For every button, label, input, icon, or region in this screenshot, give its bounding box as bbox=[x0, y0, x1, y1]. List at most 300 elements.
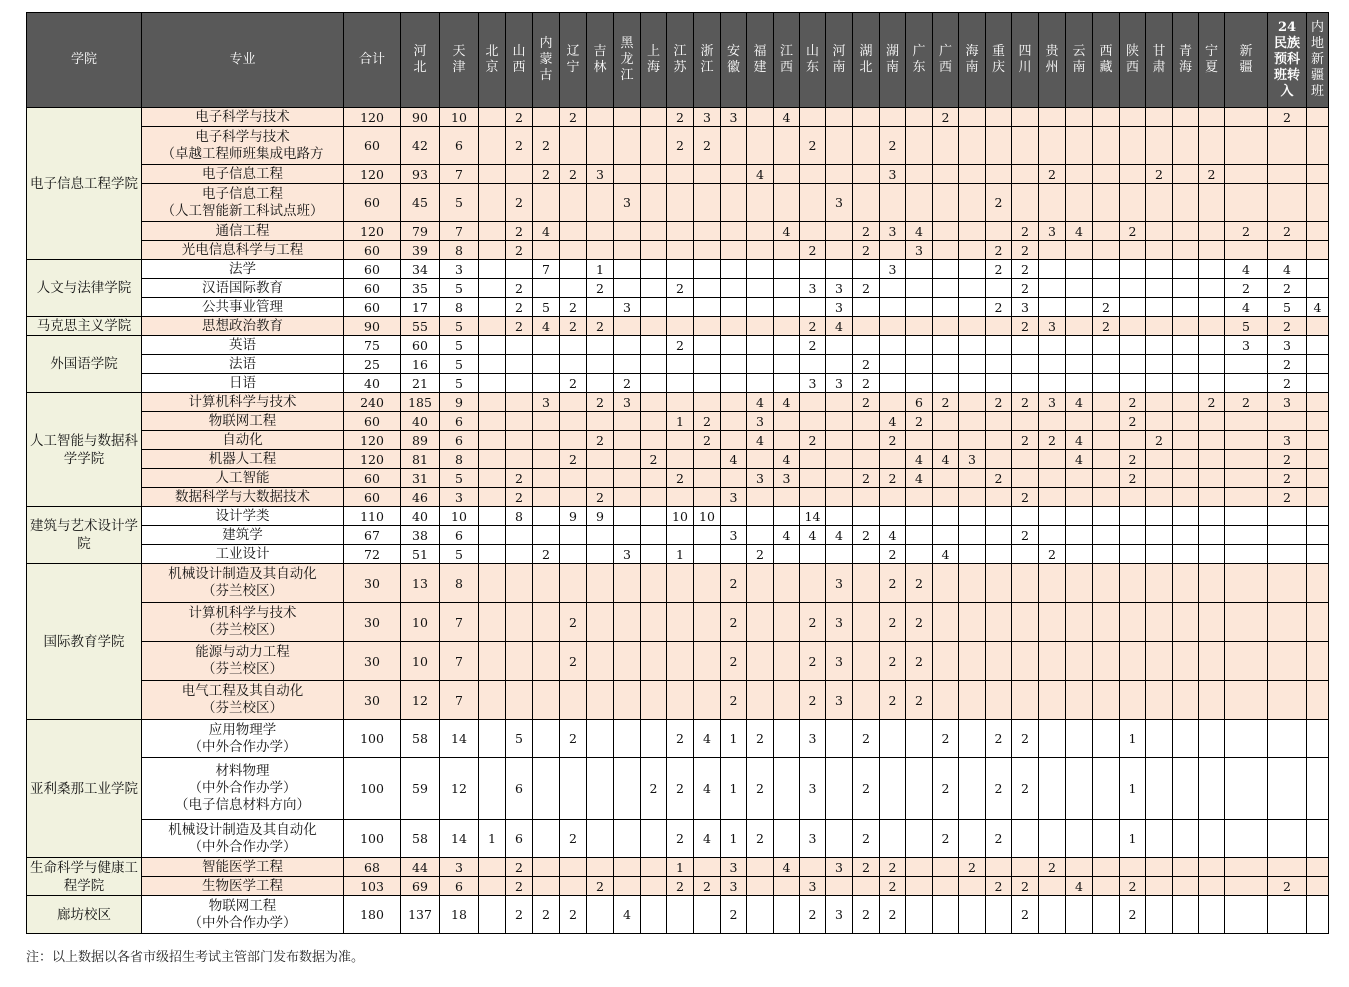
quota-cell bbox=[533, 184, 560, 222]
header-total: 合计 bbox=[344, 13, 401, 108]
quota-cell bbox=[641, 564, 667, 603]
quota-cell bbox=[800, 858, 826, 877]
quota-cell bbox=[694, 336, 721, 355]
quota-cell bbox=[853, 564, 880, 603]
quota-cell bbox=[747, 507, 774, 526]
quota-cell bbox=[959, 127, 986, 165]
quota-cell bbox=[1146, 642, 1173, 681]
quota-cell bbox=[880, 279, 906, 298]
header-province: 吉 林 bbox=[587, 13, 614, 108]
quota-cell bbox=[800, 488, 826, 507]
total-cell: 90 bbox=[344, 317, 401, 336]
quota-cell: 2 bbox=[1268, 108, 1307, 127]
quota-cell bbox=[1199, 298, 1225, 317]
quota-cell: 1 bbox=[1120, 758, 1146, 820]
quota-cell: 2 bbox=[1012, 260, 1039, 279]
major-cell bbox=[142, 127, 344, 165]
quota-cell bbox=[826, 820, 853, 858]
quota-cell bbox=[721, 469, 747, 488]
quota-cell bbox=[853, 642, 880, 681]
quota-cell bbox=[1173, 896, 1199, 934]
quota-cell bbox=[1039, 336, 1066, 355]
quota-cell bbox=[959, 298, 986, 317]
quota-cell bbox=[1066, 858, 1093, 877]
quota-cell: 2 bbox=[694, 127, 721, 165]
quota-cell bbox=[1012, 184, 1039, 222]
quota-cell: 2 bbox=[1268, 222, 1307, 241]
major-cell bbox=[142, 507, 344, 526]
quota-cell bbox=[986, 642, 1012, 681]
major-cell bbox=[142, 564, 344, 603]
quota-cell bbox=[747, 450, 774, 469]
quota-cell: 137 bbox=[401, 896, 440, 934]
major-cell bbox=[142, 450, 344, 469]
quota-cell bbox=[747, 279, 774, 298]
major-line: 人工智能 bbox=[215, 469, 270, 486]
quota-cell bbox=[1268, 681, 1307, 720]
quota-cell bbox=[800, 222, 826, 241]
quota-cell: 2 bbox=[667, 758, 694, 820]
quota-cell bbox=[800, 260, 826, 279]
quota-cell: 3 bbox=[800, 720, 826, 758]
quota-cell bbox=[1268, 545, 1307, 564]
quota-cell bbox=[694, 298, 721, 317]
quota-cell bbox=[721, 507, 747, 526]
quota-cell bbox=[1307, 469, 1329, 488]
quota-cell: 3 bbox=[721, 526, 747, 545]
quota-cell bbox=[587, 184, 614, 222]
quota-cell: 2 bbox=[1268, 469, 1307, 488]
quota-cell bbox=[1199, 877, 1225, 896]
quota-cell: 3 bbox=[1268, 336, 1307, 355]
quota-cell bbox=[1120, 858, 1146, 877]
quota-cell bbox=[587, 545, 614, 564]
table-row bbox=[27, 858, 1329, 877]
quota-cell: 2 bbox=[1120, 222, 1146, 241]
quota-cell: 42 bbox=[401, 127, 440, 165]
quota-cell: 2 bbox=[1268, 877, 1307, 896]
quota-cell: 2 bbox=[853, 469, 880, 488]
total-cell: 103 bbox=[344, 877, 401, 896]
quota-cell bbox=[614, 858, 641, 877]
quota-cell bbox=[1173, 877, 1199, 896]
quota-cell: 3 bbox=[440, 260, 479, 279]
quota-cell bbox=[1012, 165, 1039, 184]
quota-cell bbox=[959, 260, 986, 279]
quota-cell: 12 bbox=[401, 681, 440, 720]
quota-cell bbox=[560, 877, 587, 896]
quota-cell bbox=[1199, 858, 1225, 877]
total-cell: 30 bbox=[344, 642, 401, 681]
total-cell: 120 bbox=[344, 222, 401, 241]
quota-cell bbox=[1093, 720, 1120, 758]
quota-cell: 2 bbox=[587, 279, 614, 298]
table-row bbox=[27, 431, 1329, 450]
quota-cell bbox=[1039, 127, 1066, 165]
major-cell bbox=[142, 393, 344, 412]
quota-cell bbox=[1039, 758, 1066, 820]
quota-cell bbox=[959, 431, 986, 450]
quota-cell bbox=[1225, 355, 1268, 374]
quota-cell bbox=[533, 450, 560, 469]
header-province: 福 建 bbox=[747, 13, 774, 108]
quota-cell bbox=[853, 507, 880, 526]
quota-cell bbox=[1173, 412, 1199, 431]
quota-cell bbox=[959, 526, 986, 545]
quota-cell bbox=[1268, 642, 1307, 681]
quota-cell bbox=[774, 127, 800, 165]
quota-cell: 2 bbox=[587, 877, 614, 896]
quota-cell bbox=[800, 450, 826, 469]
quota-cell: 2 bbox=[986, 298, 1012, 317]
quota-cell bbox=[1225, 820, 1268, 858]
quota-cell bbox=[774, 681, 800, 720]
quota-cell bbox=[1307, 260, 1329, 279]
quota-cell bbox=[667, 165, 694, 184]
quota-cell bbox=[1012, 450, 1039, 469]
quota-cell bbox=[826, 469, 853, 488]
quota-cell bbox=[933, 222, 959, 241]
table-row bbox=[27, 393, 1329, 412]
table-row bbox=[27, 507, 1329, 526]
quota-cell: 2 bbox=[667, 820, 694, 858]
quota-cell bbox=[560, 184, 587, 222]
major-line: 汉语国际教育 bbox=[202, 279, 283, 296]
quota-cell bbox=[1039, 298, 1066, 317]
quota-cell: 2 bbox=[1268, 374, 1307, 393]
major-cell bbox=[142, 758, 344, 820]
quota-cell bbox=[880, 507, 906, 526]
major-line: 设计学类 bbox=[215, 507, 270, 524]
quota-cell bbox=[1307, 127, 1329, 165]
quota-cell: 2 bbox=[853, 896, 880, 934]
major-line: （中外合作办学） bbox=[188, 780, 297, 796]
quota-cell bbox=[587, 469, 614, 488]
quota-cell bbox=[1146, 526, 1173, 545]
header-major: 专业 bbox=[142, 13, 344, 108]
quota-cell: 4 bbox=[747, 393, 774, 412]
header-province: 上 海 bbox=[641, 13, 667, 108]
quota-cell bbox=[1307, 431, 1329, 450]
quota-cell bbox=[800, 298, 826, 317]
quota-cell bbox=[959, 820, 986, 858]
quota-cell bbox=[906, 184, 933, 222]
quota-cell: 2 bbox=[853, 279, 880, 298]
quota-cell: 2 bbox=[1012, 241, 1039, 260]
quota-cell: 1 bbox=[667, 858, 694, 877]
quota-cell bbox=[1199, 374, 1225, 393]
quota-cell bbox=[1173, 336, 1199, 355]
quota-cell bbox=[933, 681, 959, 720]
major-cell bbox=[142, 431, 344, 450]
quota-cell bbox=[1039, 412, 1066, 431]
quota-cell bbox=[880, 184, 906, 222]
total-cell: 60 bbox=[344, 298, 401, 317]
major-cell bbox=[142, 642, 344, 681]
major-cell bbox=[142, 469, 344, 488]
quota-cell bbox=[1012, 642, 1039, 681]
quota-cell bbox=[1146, 241, 1173, 260]
quota-cell bbox=[1012, 681, 1039, 720]
quota-cell bbox=[747, 858, 774, 877]
quota-cell: 2 bbox=[667, 336, 694, 355]
quota-cell bbox=[533, 603, 560, 642]
major-line: 应用物理学 bbox=[208, 721, 277, 738]
quota-cell bbox=[933, 603, 959, 642]
quota-cell bbox=[959, 603, 986, 642]
quota-cell bbox=[959, 336, 986, 355]
quota-cell bbox=[533, 877, 560, 896]
quota-cell bbox=[560, 564, 587, 603]
quota-cell bbox=[1066, 507, 1093, 526]
quota-cell: 2 bbox=[853, 858, 880, 877]
quota-cell: 2 bbox=[1120, 896, 1146, 934]
major-line: 机器人工程 bbox=[208, 450, 277, 467]
quota-cell bbox=[906, 108, 933, 127]
quota-cell bbox=[1307, 241, 1329, 260]
quota-cell: 2 bbox=[1039, 431, 1066, 450]
quota-cell bbox=[1307, 336, 1329, 355]
header-province: 辽 宁 bbox=[560, 13, 587, 108]
quota-cell bbox=[694, 564, 721, 603]
quota-cell bbox=[721, 222, 747, 241]
quota-cell bbox=[906, 526, 933, 545]
quota-cell bbox=[959, 681, 986, 720]
quota-cell bbox=[721, 336, 747, 355]
table-row bbox=[27, 642, 1329, 681]
quota-cell: 2 bbox=[533, 165, 560, 184]
quota-cell bbox=[1199, 564, 1225, 603]
quota-cell bbox=[906, 298, 933, 317]
quota-cell bbox=[1093, 184, 1120, 222]
quota-cell bbox=[933, 184, 959, 222]
header-province: 湖 北 bbox=[853, 13, 880, 108]
quota-cell bbox=[533, 681, 560, 720]
quota-cell bbox=[1307, 820, 1329, 858]
quota-cell bbox=[1066, 108, 1093, 127]
quota-cell: 2 bbox=[906, 603, 933, 642]
quota-cell bbox=[747, 681, 774, 720]
quota-cell: 89 bbox=[401, 431, 440, 450]
quota-cell bbox=[1066, 241, 1093, 260]
table-row bbox=[27, 165, 1329, 184]
quota-cell bbox=[906, 507, 933, 526]
quota-cell: 3 bbox=[826, 184, 853, 222]
quota-cell bbox=[1268, 165, 1307, 184]
quota-cell: 3 bbox=[826, 279, 853, 298]
quota-cell: 2 bbox=[747, 545, 774, 564]
quota-cell: 2 bbox=[1039, 165, 1066, 184]
quota-cell bbox=[1120, 545, 1146, 564]
quota-cell: 3 bbox=[800, 877, 826, 896]
quota-cell bbox=[1120, 317, 1146, 336]
quota-cell bbox=[667, 260, 694, 279]
quota-cell bbox=[1146, 681, 1173, 720]
quota-cell: 2 bbox=[800, 336, 826, 355]
quota-cell bbox=[641, 317, 667, 336]
quota-cell bbox=[1225, 165, 1268, 184]
quota-cell bbox=[479, 526, 506, 545]
quota-cell bbox=[1093, 877, 1120, 896]
quota-cell bbox=[1173, 127, 1199, 165]
quota-cell: 2 bbox=[800, 431, 826, 450]
quota-cell bbox=[826, 222, 853, 241]
quota-cell: 2 bbox=[880, 127, 906, 165]
quota-cell: 2 bbox=[1199, 393, 1225, 412]
quota-cell bbox=[853, 336, 880, 355]
quota-cell: 34 bbox=[401, 260, 440, 279]
footnote: 注：以上数据以各省市级招生考试主管部门发布数据为准。 bbox=[26, 950, 365, 965]
quota-cell: 5 bbox=[440, 469, 479, 488]
quota-cell bbox=[774, 564, 800, 603]
quota-cell bbox=[1307, 108, 1329, 127]
quota-cell bbox=[1012, 603, 1039, 642]
quota-cell: 2 bbox=[721, 681, 747, 720]
quota-cell bbox=[641, 431, 667, 450]
quota-cell bbox=[641, 108, 667, 127]
quota-cell bbox=[533, 355, 560, 374]
quota-cell bbox=[560, 393, 587, 412]
quota-cell: 2 bbox=[959, 858, 986, 877]
quota-cell bbox=[587, 681, 614, 720]
quota-cell bbox=[1173, 393, 1199, 412]
quota-cell: 2 bbox=[880, 681, 906, 720]
quota-cell: 2 bbox=[1012, 758, 1039, 820]
quota-cell bbox=[1093, 108, 1120, 127]
quota-cell bbox=[614, 877, 641, 896]
major-line: （芬兰校区） bbox=[202, 661, 283, 677]
quota-cell: 40 bbox=[401, 412, 440, 431]
quota-cell: 2 bbox=[667, 720, 694, 758]
quota-cell bbox=[694, 488, 721, 507]
quota-cell bbox=[1199, 241, 1225, 260]
quota-cell bbox=[1039, 526, 1066, 545]
quota-cell bbox=[1199, 758, 1225, 820]
quota-cell bbox=[1093, 412, 1120, 431]
table-row bbox=[27, 317, 1329, 336]
quota-cell bbox=[587, 336, 614, 355]
quota-cell bbox=[1199, 820, 1225, 858]
quota-cell: 3 bbox=[614, 184, 641, 222]
quota-cell bbox=[614, 336, 641, 355]
quota-cell bbox=[1268, 507, 1307, 526]
quota-cell bbox=[1225, 450, 1268, 469]
quota-cell bbox=[560, 355, 587, 374]
quota-cell: 4 bbox=[747, 165, 774, 184]
quota-cell bbox=[587, 412, 614, 431]
quota-cell bbox=[906, 545, 933, 564]
quota-cell: 40 bbox=[401, 507, 440, 526]
major-cell bbox=[142, 858, 344, 877]
total-cell: 60 bbox=[344, 488, 401, 507]
quota-cell: 5 bbox=[440, 336, 479, 355]
quota-cell bbox=[1225, 603, 1268, 642]
quota-cell bbox=[1146, 758, 1173, 820]
quota-cell bbox=[506, 603, 533, 642]
major-cell bbox=[142, 681, 344, 720]
quota-cell bbox=[1173, 108, 1199, 127]
quota-cell bbox=[560, 858, 587, 877]
quota-cell bbox=[1225, 564, 1268, 603]
quota-cell bbox=[641, 877, 667, 896]
quota-cell: 5 bbox=[533, 298, 560, 317]
quota-cell: 2 bbox=[587, 488, 614, 507]
total-cell: 120 bbox=[344, 431, 401, 450]
quota-cell bbox=[747, 526, 774, 545]
quota-cell bbox=[1093, 896, 1120, 934]
quota-cell bbox=[479, 412, 506, 431]
quota-cell bbox=[560, 412, 587, 431]
quota-cell bbox=[479, 681, 506, 720]
quota-cell bbox=[933, 431, 959, 450]
quota-cell bbox=[774, 317, 800, 336]
quota-cell bbox=[1173, 545, 1199, 564]
quota-cell bbox=[614, 222, 641, 241]
total-cell: 120 bbox=[344, 450, 401, 469]
quota-cell bbox=[774, 298, 800, 317]
quota-cell: 4 bbox=[1225, 298, 1268, 317]
quota-cell bbox=[933, 469, 959, 488]
quota-cell: 2 bbox=[800, 127, 826, 165]
quota-cell: 2 bbox=[1012, 317, 1039, 336]
quota-cell: 7 bbox=[440, 681, 479, 720]
quota-cell bbox=[694, 393, 721, 412]
quota-cell: 6 bbox=[440, 526, 479, 545]
quota-cell bbox=[694, 526, 721, 545]
table-row bbox=[27, 374, 1329, 393]
quota-cell bbox=[1146, 260, 1173, 279]
quota-cell bbox=[986, 127, 1012, 165]
quota-cell bbox=[1146, 374, 1173, 393]
quota-cell bbox=[1199, 526, 1225, 545]
quota-cell bbox=[1146, 127, 1173, 165]
quota-cell bbox=[959, 108, 986, 127]
major-line: 电子科学与技术 bbox=[195, 128, 290, 145]
quota-cell bbox=[1012, 545, 1039, 564]
quota-cell bbox=[1012, 412, 1039, 431]
quota-cell: 3 bbox=[1039, 393, 1066, 412]
quota-cell: 4 bbox=[933, 545, 959, 564]
quota-cell: 2 bbox=[853, 758, 880, 820]
quota-cell bbox=[560, 127, 587, 165]
quota-cell: 1 bbox=[1120, 820, 1146, 858]
quota-cell: 2 bbox=[800, 642, 826, 681]
quota-cell bbox=[1146, 184, 1173, 222]
quota-cell: 58 bbox=[401, 820, 440, 858]
quota-cell bbox=[694, 469, 721, 488]
quota-cell bbox=[533, 431, 560, 450]
quota-cell: 90 bbox=[401, 108, 440, 127]
quota-cell bbox=[641, 488, 667, 507]
quota-cell bbox=[506, 681, 533, 720]
quota-cell: 2 bbox=[560, 317, 587, 336]
quota-cell bbox=[826, 877, 853, 896]
quota-cell: 10 bbox=[440, 108, 479, 127]
major-cell bbox=[142, 241, 344, 260]
quota-cell: 2 bbox=[1268, 279, 1307, 298]
quota-cell bbox=[694, 317, 721, 336]
quota-cell bbox=[774, 431, 800, 450]
quota-cell bbox=[1146, 393, 1173, 412]
quota-cell bbox=[694, 374, 721, 393]
quota-cell bbox=[587, 720, 614, 758]
quota-cell: 2 bbox=[880, 877, 906, 896]
quota-cell bbox=[1199, 896, 1225, 934]
major-cell bbox=[142, 526, 344, 545]
quota-cell: 2 bbox=[800, 241, 826, 260]
quota-cell bbox=[479, 260, 506, 279]
quota-cell bbox=[906, 488, 933, 507]
